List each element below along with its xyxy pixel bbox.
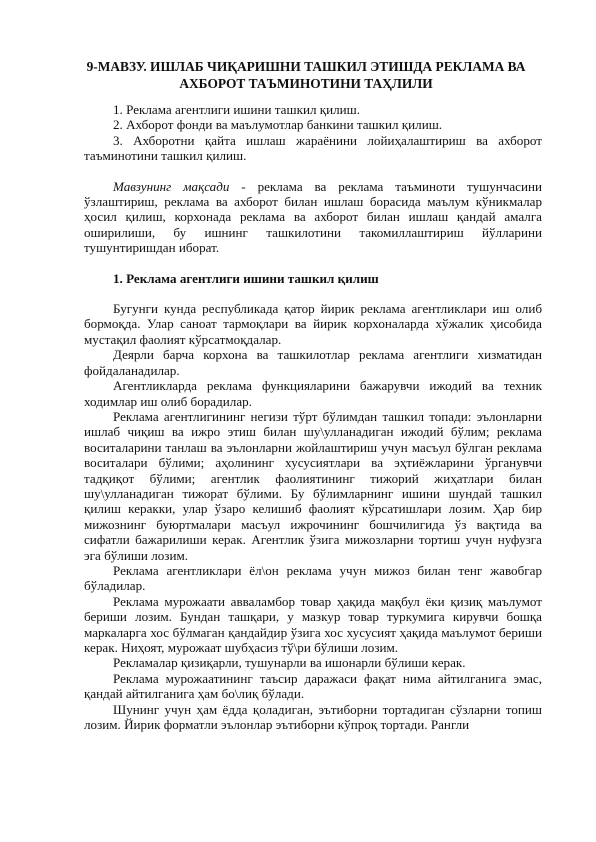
plan-item-2: 2. Ахборот фонди ва маълумотлар банкини ташкил қилиш. <box>113 117 443 133</box>
paragraph-2: Деярли барча корхона ва ташкилотлар реклама агентлиги хизматидан фойдаланадилар. <box>84 347 542 378</box>
section-heading: 1. Реклама агентлиги ишини ташкил қилиш <box>113 270 379 286</box>
paragraph-5: Реклама агентликлари ёл\он реклама учун мижоз билан тенг жавобгар бўладилар. <box>84 562 542 594</box>
paragraph-9: Шунинг учун ҳам ёдда қоладиган, эътиборни тортадиган сўзларни топиш лозим. Йирик форматли эълонлар эътиборни кўпроқ тортади. Рангли <box>84 701 542 733</box>
paragraph-7: Рекламалар қизиқарли, тушунарли ва ишонарли бўлиши керак. <box>113 655 466 671</box>
paragraph-8: Реклама мурожаатининг таъсир даражаси фақат нима айтилганига эмас, қандай айтилганига ҳам бо\лиқ бўлади. <box>84 670 542 702</box>
title-line-2: АХБОРОТ ТАЪМИНОТИНИ ТАҲЛИЛИ <box>179 76 433 91</box>
paragraph-6: Реклама мурожаати авваламбор товар ҳақида мақбул ёки қизиқ маълумот бериши лозим. Бундан ташқари, у мазкур товар туркумига кирувчи бошқа маркаларга хос бўлмаган қандайдир ўзига хос хусусият ҳақида маълумот бериши керак. Ниҳоят, мурожаат шубҳасиз тў\ри бўлиши лозим. <box>84 593 542 655</box>
purpose-text: - реклама ва реклама таъминоти тушунчасини ўзлаштириш, реклама ва ахборот билан ишлаш борасида маълум кўникмалар ҳосил қилиш, корхонада реклама ва ахборот билан ишлаш қандай амалга оширилиши, бу ишнинг ташкилотини такомиллаштириш йўлларини тушунтиришдан иборат. <box>84 178 542 256</box>
plan-item-3: 3. Ахборотни қайта ишлаш жараёнини лойиҳалаштириш ва ахборот таъминотини ташкил қилиш. <box>84 132 542 164</box>
title-line-1: 9-МАВЗУ. ИШЛАБ ЧИҚАРИШНИ ТАШКИЛ ЭТИШДА РЕКЛАМА ВА <box>86 59 526 74</box>
purpose-label: Мавзунинг мақсади <box>113 178 230 194</box>
document-body <box>84 102 542 732</box>
plan-item-1: 1. Реклама агентлиги ишини ташкил қилиш. <box>113 102 361 117</box>
paragraph-3: Агентликларда реклама функцияларини бажарувчи ижодий ва техник ходимлар иш олиб борадилар. <box>84 378 542 409</box>
spacer <box>84 286 542 301</box>
paragraph-1: Бугунги кунда республикада қатор йирик реклама агентликлари иш олиб бормоқда. Улар саноат тармоқлари ва йирик корхоналарда хўжалик ҳисобида мустақил фаолият кўрсатмоқдалар. <box>84 301 542 347</box>
purpose-paragraph <box>84 179 542 256</box>
paragraph-4: Реклама агентлигининг негизи тўрт бўлимдан ташкил топади: эълонларни ишлаб чиқиш ва ижро этиш билан шу\улланадиган ижодий бўлим; реклама воситаларини танлаш ва эълонларни жойлаштириш учун масъул бўлган реклама воситалари бўлими; аҳолининг хусусиятлари ва эҳтиёжларини ўрганувчи тадқиқот бўлими; агентлик фаолиятининг тижорий жиҳатлари билан шу\улланадиган тижорат бўлими. Бу бўлимларнинг ишини шундай ташкил қилиш керакки, улар ўзаро келишиб фаолият кўрсатишлари лозим. Ҳар бир мижознинг буюртмалари масъул ижрочининг бошчилигида ўз вақтида ва сифатли бажарилиши керак. Агентлик ўзига мижозларни тортиш учун нуфузга эга бўлиши лозим. <box>84 408 542 563</box>
document-title <box>70 58 542 92</box>
spacer <box>84 164 542 179</box>
spacer <box>84 256 542 271</box>
